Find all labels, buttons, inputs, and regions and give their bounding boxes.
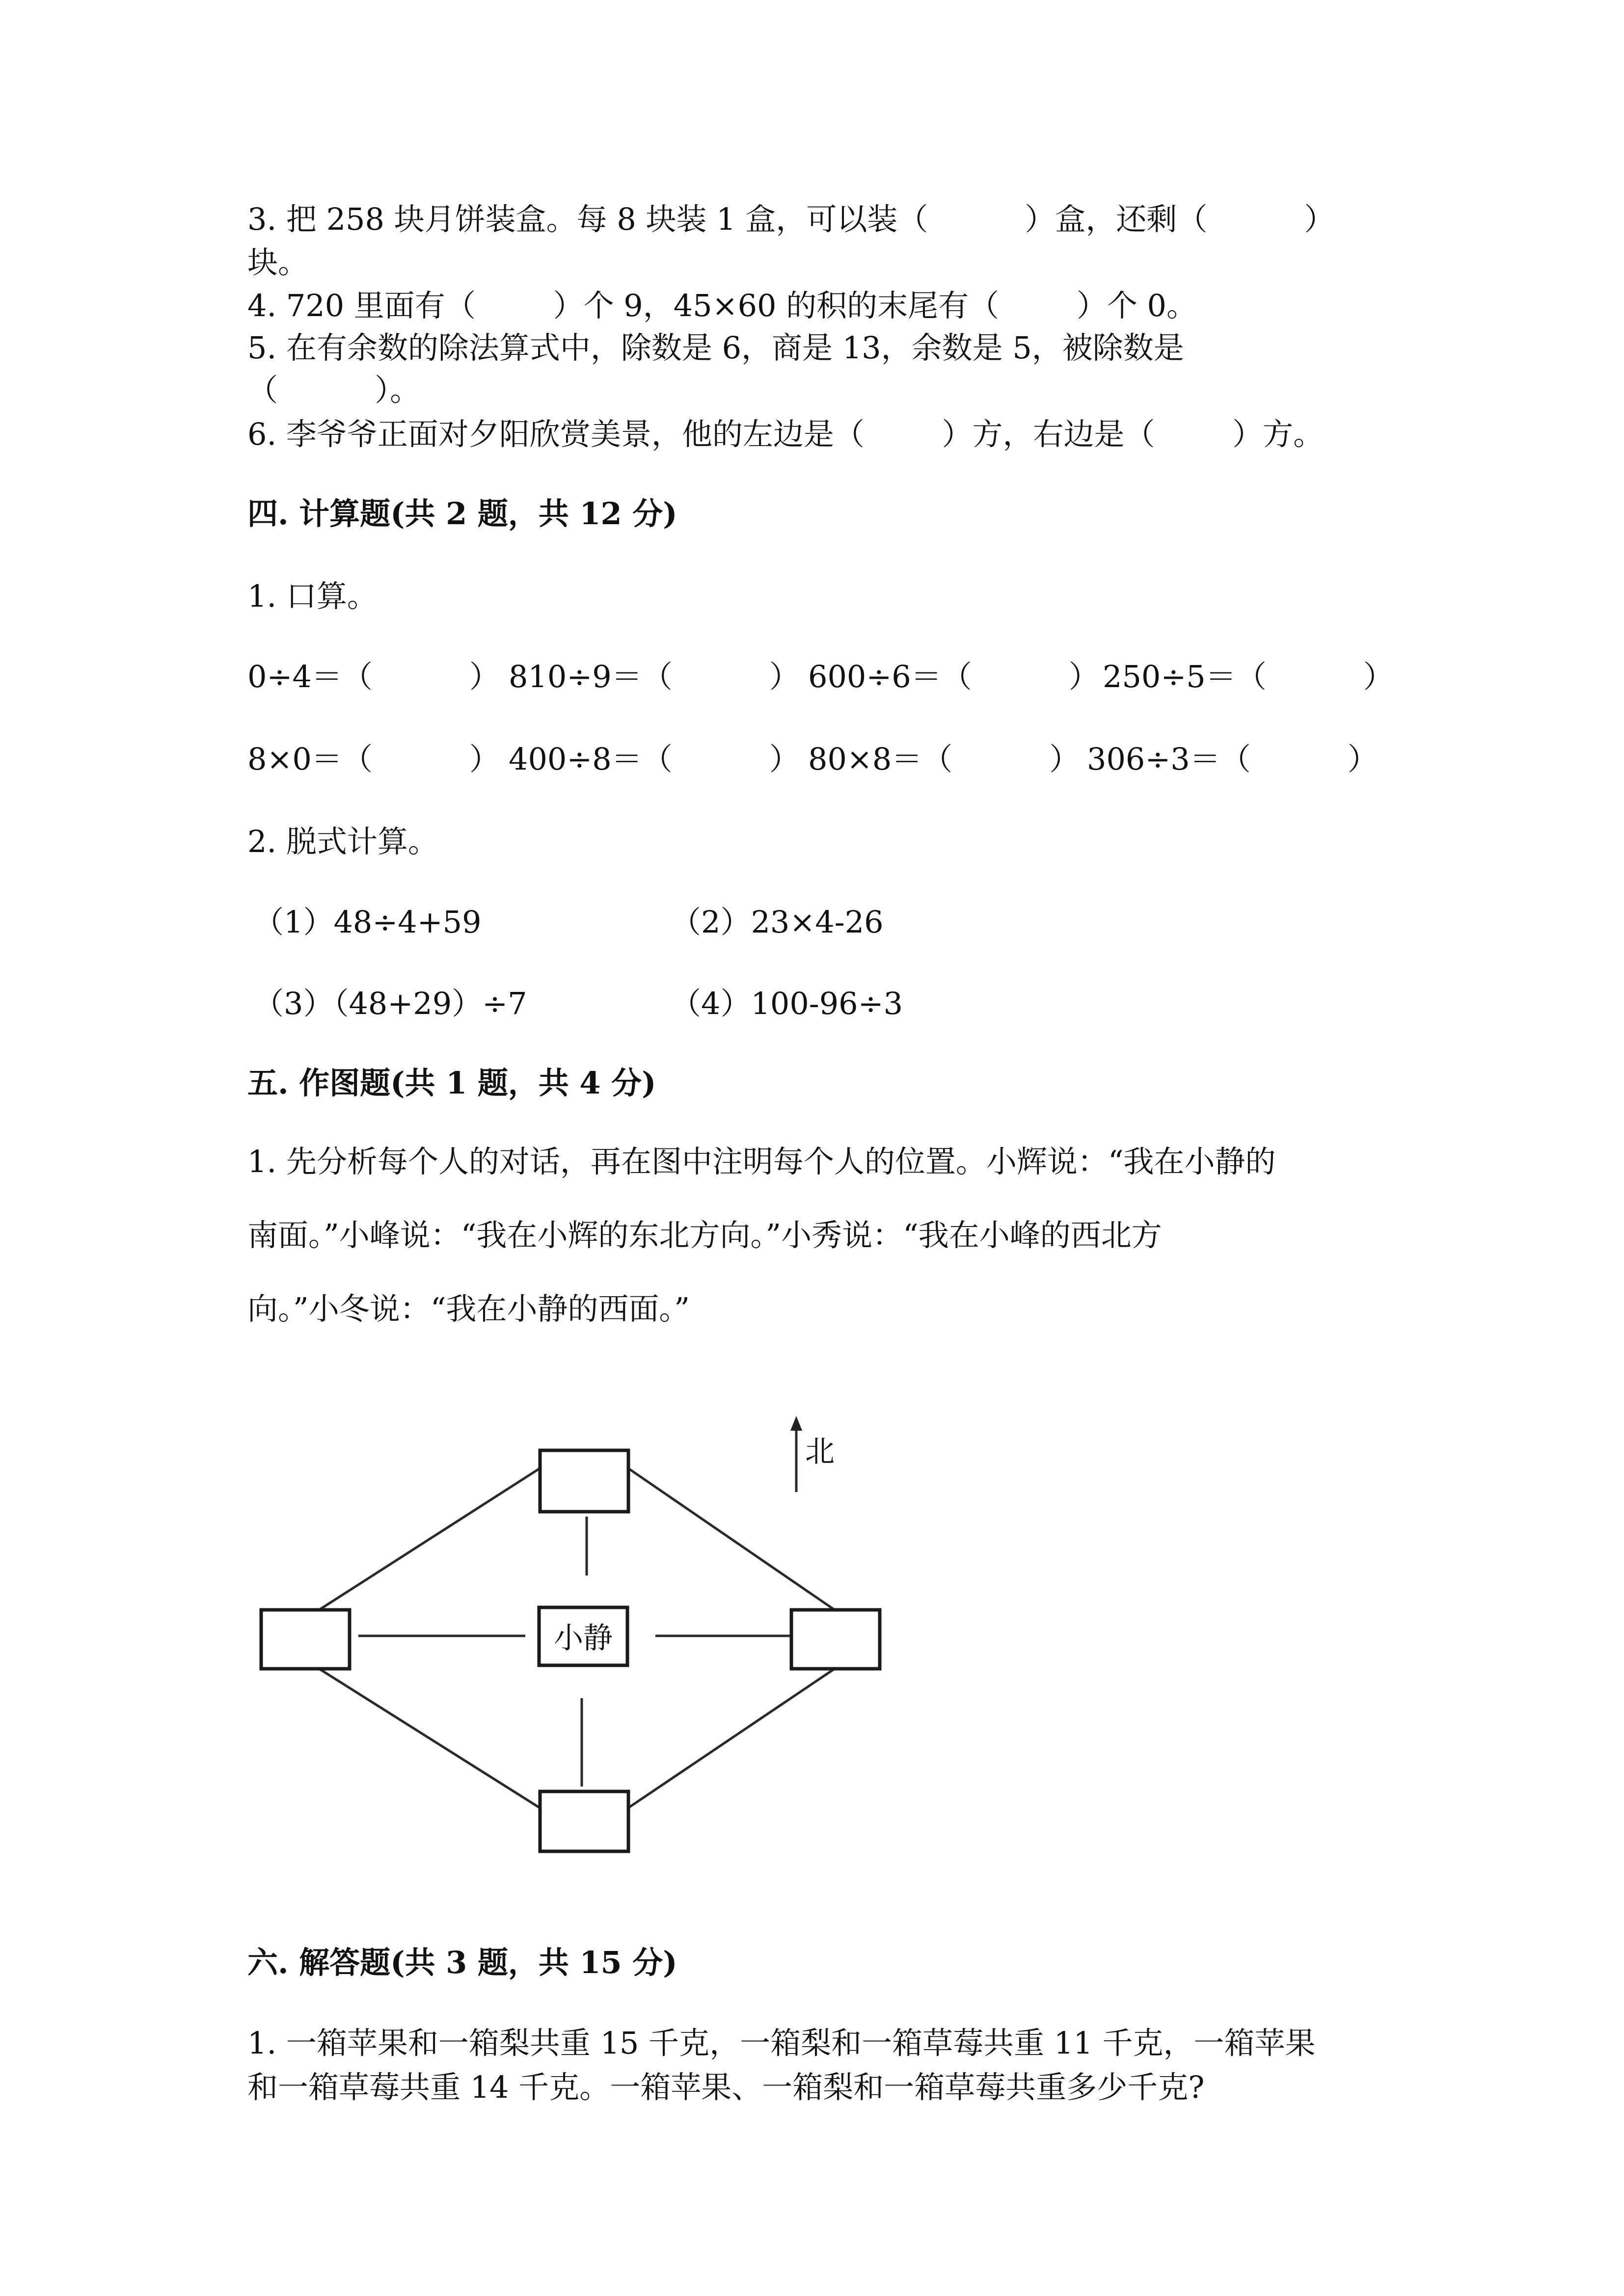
question-6: 6. 李爷爷正面对夕阳欣赏美景，他的左边是（ ）方，右边是（ ）方。	[247, 416, 1324, 452]
section-6-heading: 六. 解答题(共 3 题，共 15 分)	[247, 1945, 677, 1980]
word-problem-line-1: 1. 一箱苹果和一箱梨共重 15 千克，一箱梨和一箱草莓共重 11 千克，一箱苹果	[247, 2025, 1316, 2061]
north-arrow-head-icon	[790, 1416, 802, 1431]
oral-calc-item: 306÷3＝（ ）	[1087, 741, 1378, 777]
word-problem-line-2: 和一箱草莓共重 14 千克。一箱苹果、一箱梨和一箱草莓共重多少千克?	[247, 2069, 1205, 2105]
stepwise-problem: （4）100-96÷3	[671, 986, 903, 1021]
question-5-line-1: 5. 在有余数的除法算式中，除数是 6，商是 13，余数是 5，被除数是	[247, 330, 1184, 366]
drawing-question-line-2: 南面。”小峰说：“我在小辉的东北方向。”小秀说：“我在小峰的西北方	[247, 1217, 1162, 1253]
drawing-question-line-1: 1. 先分析每个人的对话，再在图中注明每个人的位置。小辉说：“我在小静的	[247, 1144, 1276, 1179]
oral-calc-item: 0÷4＝（ ）	[247, 659, 500, 694]
section-5-heading: 五. 作图题(共 1 题，共 4 分)	[247, 1065, 656, 1101]
oral-calc-item: 80×8＝（ ）	[808, 741, 1080, 777]
question-3-line-2: 块。	[247, 244, 309, 280]
stepwise-calc-title: 2. 脱式计算。	[247, 824, 438, 859]
south-position-box[interactable]	[540, 1791, 628, 1851]
question-5-line-2: （ ）。	[247, 372, 421, 408]
diagram-edge	[319, 1669, 545, 1811]
stepwise-problem: （3）（48+29）÷7	[253, 986, 527, 1021]
oral-calc-item: 810÷9＝（ ）	[509, 659, 800, 694]
question-3-line-1: 3. 把 258 块月饼装盒。每 8 块装 1 盒，可以装（ ）盒，还剩（ ）	[247, 201, 1335, 237]
west-position-box[interactable]	[261, 1610, 350, 1669]
oral-calc-item: 400÷8＝（ ）	[509, 741, 800, 777]
oral-calc-item: 8×0＝（ ）	[247, 741, 500, 777]
north-position-box[interactable]	[540, 1450, 628, 1512]
oral-calc-item: 250÷5＝（ ）	[1103, 659, 1394, 694]
north-label: 北	[805, 1435, 835, 1469]
east-position-box[interactable]	[791, 1610, 880, 1669]
drawing-question-line-3: 向。”小冬说：“我在小静的西面。”	[247, 1291, 690, 1327]
center-label: 小静	[554, 1621, 613, 1655]
diagram-edge	[623, 1465, 835, 1610]
section-4-heading: 四. 计算题(共 2 题，共 12 分)	[247, 496, 677, 532]
stepwise-problem: （1）48÷4+59	[253, 904, 482, 940]
diagram-edge	[319, 1465, 545, 1610]
diagram-edge	[623, 1669, 835, 1811]
oral-calc-title: 1. 口算。	[247, 578, 378, 614]
stepwise-problem: （2）23×4-26	[671, 904, 884, 940]
oral-calc-item: 600÷6＝（ ）	[808, 659, 1099, 694]
question-4: 4. 720 里面有（ ）个 9，45×60 的积的末尾有（ ）个 0。	[247, 288, 1197, 323]
